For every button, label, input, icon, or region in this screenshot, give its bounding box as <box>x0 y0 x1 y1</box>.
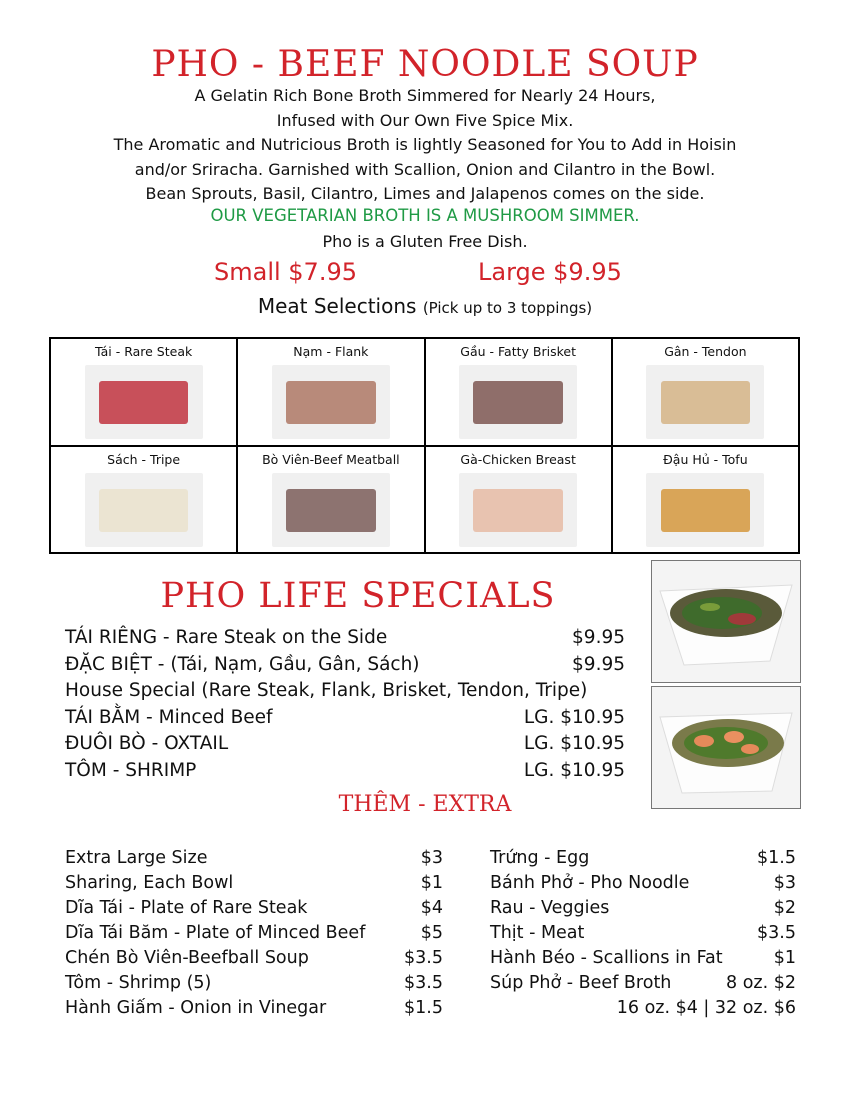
special-price: $9.95 <box>572 653 625 675</box>
large-price: Large $9.95 <box>478 258 622 286</box>
special-price: $9.95 <box>572 627 625 648</box>
specials-list <box>65 625 625 784</box>
pho-bowl-photo <box>651 560 801 683</box>
meat-photo <box>459 473 577 547</box>
extra-price: $3 <box>420 848 443 868</box>
special-item <box>65 678 625 705</box>
special-item <box>65 625 625 652</box>
extra-price: $3.5 <box>757 923 796 943</box>
meat-dish <box>286 381 376 424</box>
extras-right-list <box>490 846 796 1021</box>
extra-price: $3 <box>773 873 796 893</box>
meat-dish <box>473 381 563 424</box>
meat-label: Đậu Hủ - Tofu <box>663 451 748 467</box>
extra-price: $5 <box>420 923 443 943</box>
special-item <box>65 705 625 732</box>
meat-label: Gà-Chicken Breast <box>460 451 576 467</box>
intro-text <box>0 84 850 207</box>
extra-price: $3.5 <box>404 973 443 993</box>
special-name: ĐUÔI BÒ - OXTAIL <box>65 733 229 754</box>
pho-bowl-image <box>652 561 800 682</box>
extra-item <box>490 946 796 971</box>
menu-title: PHO - BEEF NOODLE SOUP <box>151 44 699 85</box>
meat-photo <box>85 365 203 439</box>
intro-line: A Gelatin Rich Bone Broth Simmered for Nearly 24 Hours, <box>194 86 656 105</box>
extra-item <box>490 846 796 871</box>
special-price: LG. $10.95 <box>523 759 625 781</box>
extra-price: $1.5 <box>404 998 443 1018</box>
extra-title: THÊM - EXTRA <box>338 792 512 817</box>
extra-item <box>65 896 443 921</box>
intro-line: Infused with Our Own Five Spice Mix. <box>276 110 574 130</box>
extra-name: Extra Large Size <box>65 848 208 868</box>
intro-line: and/or Sriracha. Garnished with Scallion, Onion and Cilantro in the Bowl. <box>134 159 716 179</box>
meat-dish <box>99 489 189 532</box>
extras-left-list <box>65 846 443 1021</box>
special-name: ĐẶC BIỆT - (Tái, Nạm, Gầu, Gân, Sách) <box>65 653 420 675</box>
small-price: Small $7.95 <box>214 258 357 286</box>
meat-cell <box>425 446 612 554</box>
meat-cell <box>237 338 424 446</box>
meat-label: Bò Viên-Beef Meatball <box>262 451 400 467</box>
special-item <box>65 758 625 785</box>
extra-price: $1 <box>773 948 796 968</box>
special-name: TÁI BẰM - Minced Beef <box>65 706 273 728</box>
extra-name: Hành Béo - Scallions in Fat <box>490 948 723 968</box>
meat-cell <box>425 338 612 446</box>
extra-item <box>490 871 796 896</box>
extra-name: Chén Bò Viên-Beefball Soup <box>65 948 309 968</box>
special-name: TÁI RIÊNG - Rare Steak on the Side <box>65 627 388 648</box>
meat-cell <box>612 446 799 554</box>
intro-line: Bean Sprouts, Basil, Cilantro, Limes and Jalapenos comes on the side. <box>145 184 705 203</box>
extra-price: $3.5 <box>404 948 443 968</box>
extra-price: $1.5 <box>757 848 796 868</box>
extra-name: Rau - Veggies <box>490 898 610 918</box>
meat-cell <box>612 338 799 446</box>
special-name: TÔM - SHRIMP <box>65 759 197 781</box>
extra-name: Hành Giấm - Onion in Vinegar <box>65 998 327 1018</box>
meat-photo <box>272 473 390 547</box>
extra-item <box>65 946 443 971</box>
extra-name: Súp Phở - Beef Broth <box>490 973 672 993</box>
extra-name: Bánh Phở - Pho Noodle <box>490 873 690 893</box>
meat-dish <box>286 489 376 532</box>
meat-heading-note: (Pick up to 3 toppings) <box>422 299 593 317</box>
extra-name: Dĩa Tái Băm - Plate of Minced Beef <box>65 923 366 943</box>
special-price: LG. $10.95 <box>523 733 625 754</box>
meat-dish <box>661 381 751 424</box>
meat-photo <box>646 365 764 439</box>
meat-photo <box>646 473 764 547</box>
extra-price: $1 <box>420 873 443 893</box>
meat-dish <box>661 489 751 532</box>
gluten-free-note: Pho is a Gluten Free Dish. <box>322 232 528 251</box>
extra-name: Trứng - Egg <box>490 848 590 868</box>
extra-name: Tôm - Shrimp (5) <box>65 973 212 993</box>
extra-item <box>65 921 443 946</box>
vegetarian-note: OUR VEGETARIAN BROTH IS A MUSHROOM SIMMER. <box>210 206 640 225</box>
extra-price: $2 <box>773 898 796 918</box>
meat-photo <box>272 365 390 439</box>
meat-dish <box>99 381 189 424</box>
meat-selections-heading <box>0 294 850 318</box>
extra-item <box>490 921 796 946</box>
extra-item <box>65 846 443 871</box>
meat-dish <box>473 489 563 532</box>
special-price: LG. $10.95 <box>523 706 625 728</box>
meat-label: Gân - Tendon <box>664 344 747 359</box>
meat-photo <box>459 365 577 439</box>
broth-sizes <box>490 996 796 1021</box>
extra-item <box>65 971 443 996</box>
extra-item <box>490 971 796 996</box>
meat-cell <box>237 446 424 554</box>
meat-cell <box>50 446 237 554</box>
extra-item <box>65 996 443 1021</box>
special-name: House Special (Rare Steak, Flank, Brisket, Tendon, Tripe) <box>65 680 588 701</box>
special-item <box>65 731 625 758</box>
extra-price: 8 oz. $2 <box>726 973 796 993</box>
meat-label: Sách - Tripe <box>107 451 181 467</box>
extra-name: Sharing, Each Bowl <box>65 873 234 893</box>
meat-label: Nạm - Flank <box>293 344 369 359</box>
extra-name: Thịt - Meat <box>490 923 585 943</box>
meat-cell <box>50 338 237 446</box>
meat-label: Tái - Rare Steak <box>95 344 193 359</box>
extra-price: $4 <box>420 898 443 918</box>
extra-item <box>65 871 443 896</box>
special-item <box>65 652 625 679</box>
meat-heading-text: Meat Selections <box>257 294 417 318</box>
extra-item <box>490 896 796 921</box>
meat-label: Gầu - Fatty Brisket <box>460 344 576 359</box>
shrimp-pho-bowl-image <box>652 687 800 808</box>
extra-name: Dĩa Tái - Plate of Rare Steak <box>65 898 308 918</box>
intro-line: The Aromatic and Nutricious Broth is lightly Seasoned for You to Add in Hoisin <box>113 135 737 154</box>
meat-photo <box>85 473 203 547</box>
broth-sizes-text: 16 oz. $4 | 32 oz. $6 <box>616 998 796 1018</box>
specials-title: PHO LIFE SPECIALS <box>160 576 556 616</box>
meat-selection-grid <box>49 337 800 554</box>
shrimp-pho-bowl-photo <box>651 686 801 809</box>
